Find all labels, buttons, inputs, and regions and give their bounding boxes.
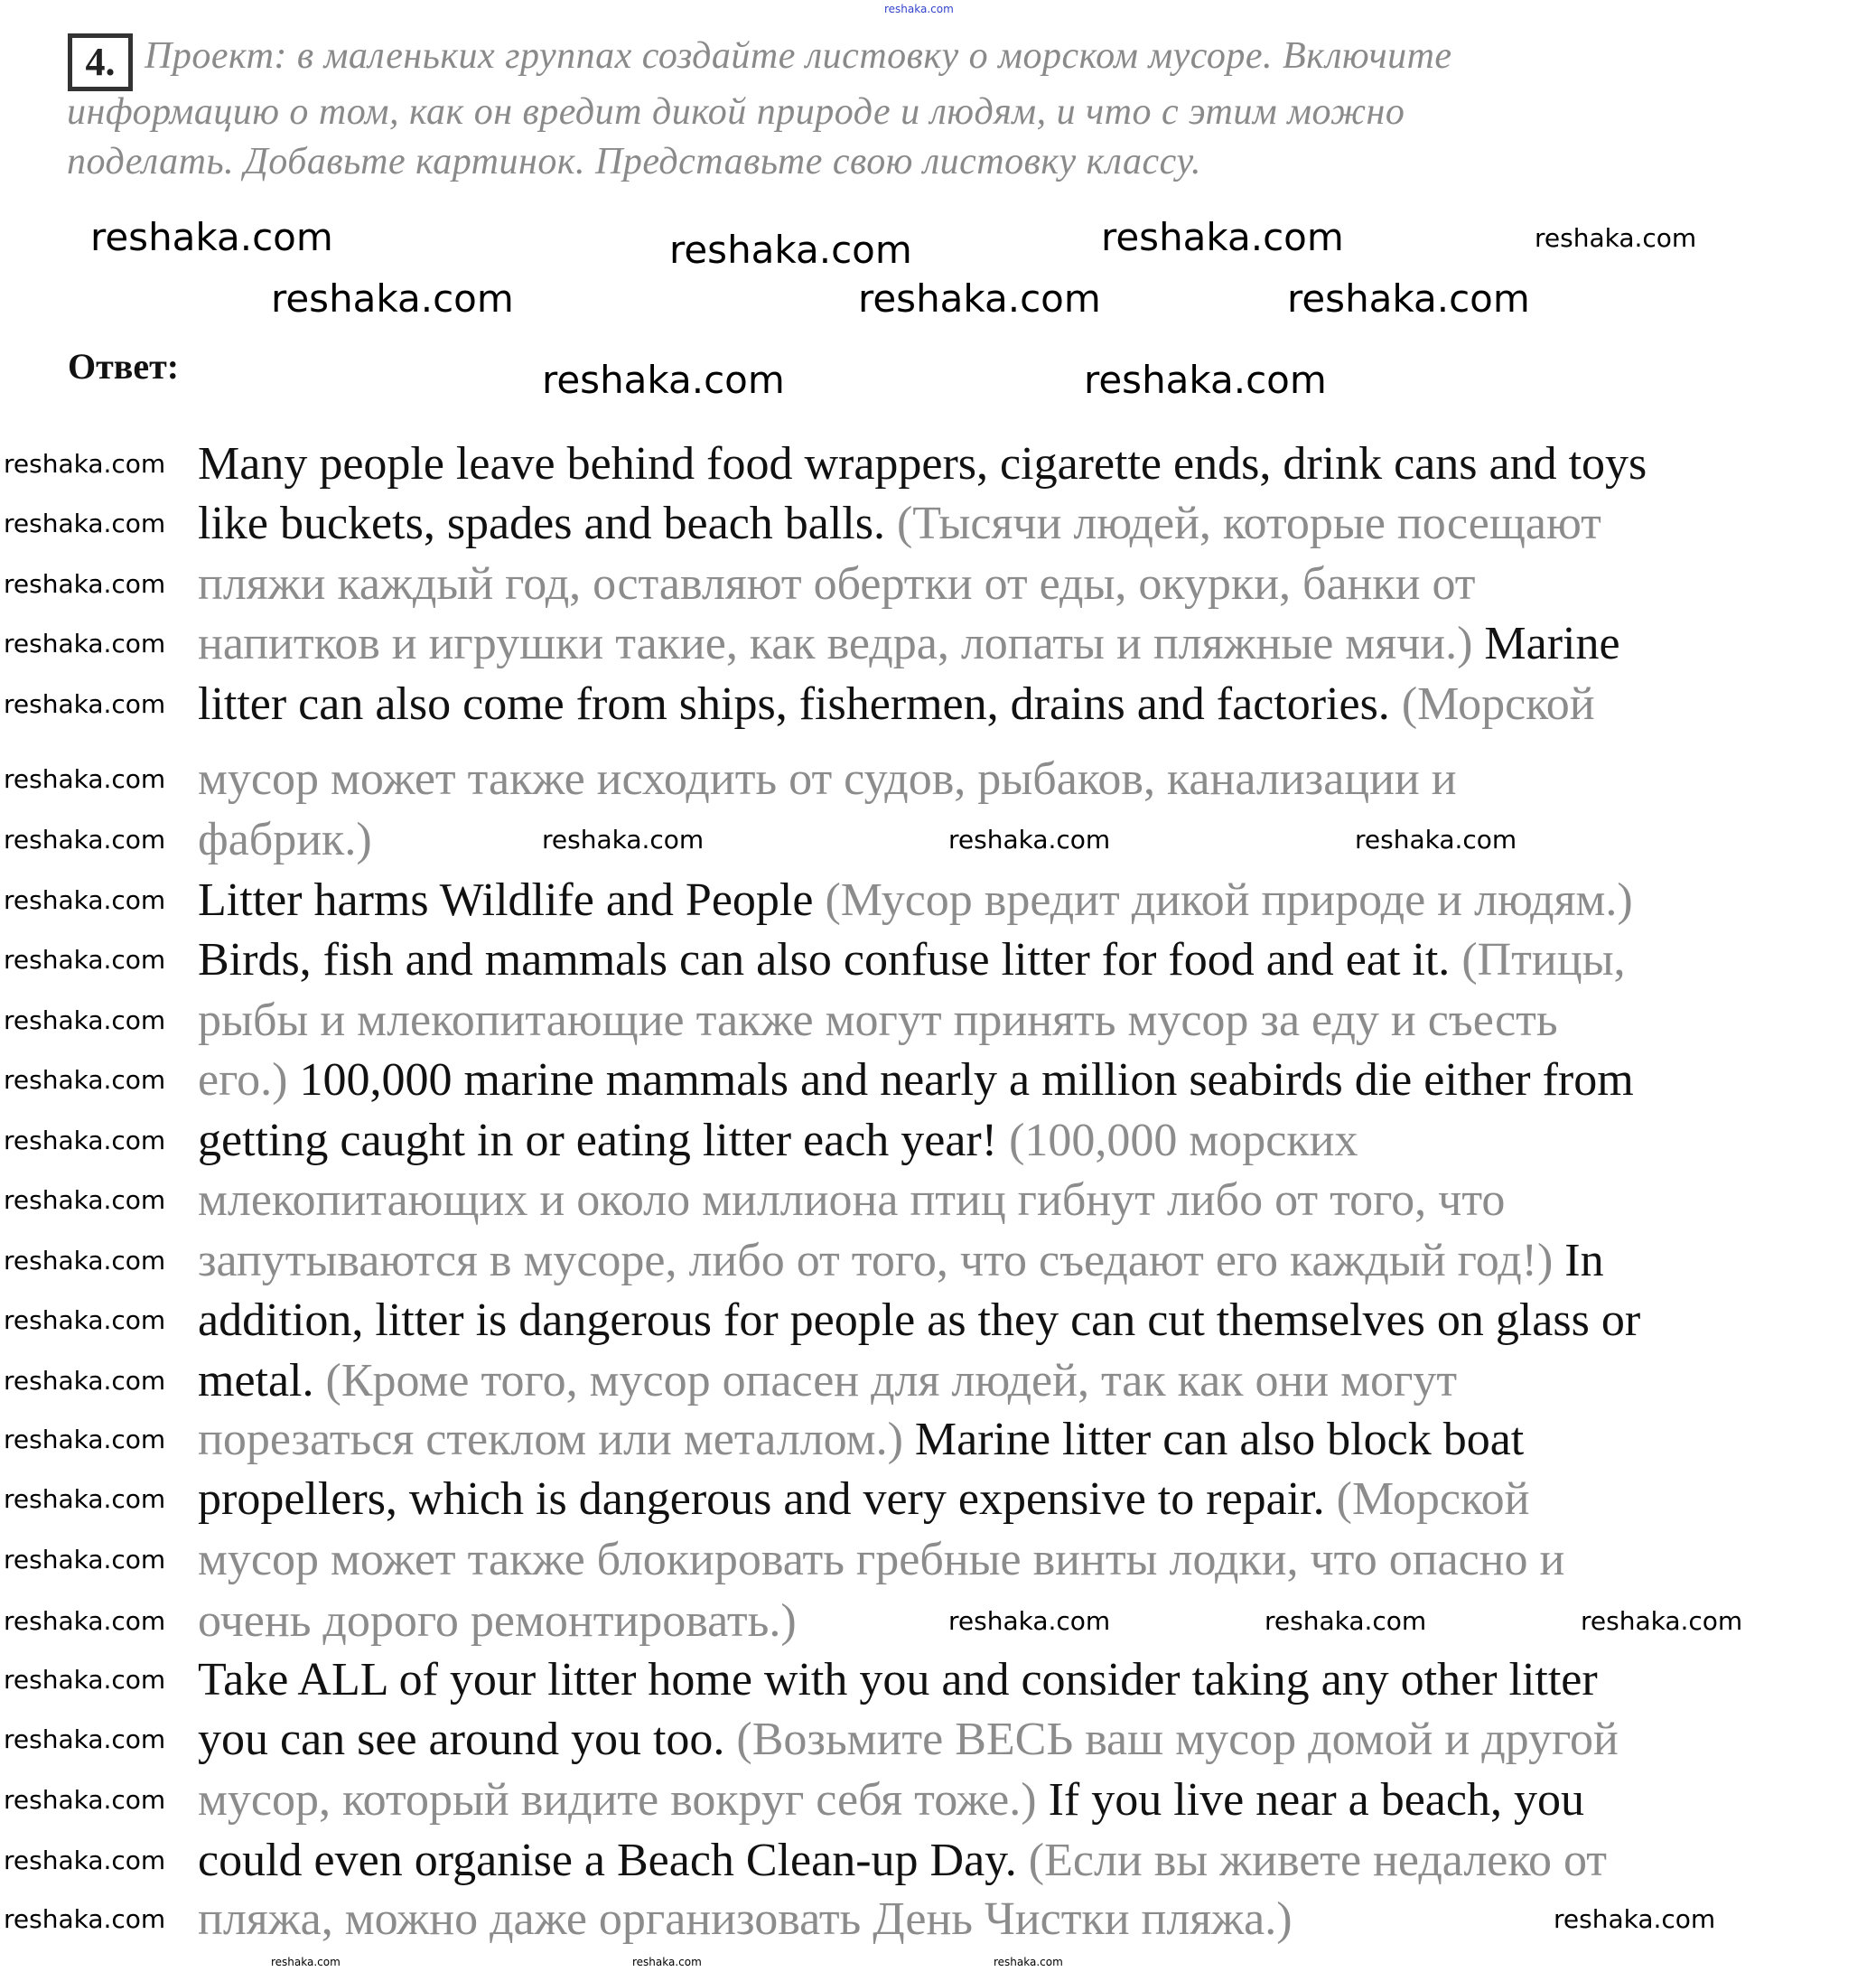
russian-translation: млекопитающих и около миллиона птиц гибнут либо от того, что bbox=[198, 1174, 1506, 1227]
watermark: reshaka.com bbox=[884, 3, 954, 15]
watermark: reshaka.com bbox=[4, 1365, 166, 1396]
task-text-line-3: поделать. Добавьте картинок. Представьте свою листовку классу. bbox=[67, 141, 1201, 182]
watermark: reshaka.com bbox=[1535, 223, 1697, 253]
answer-line bbox=[198, 617, 1620, 671]
watermark: reshaka.com bbox=[4, 1544, 166, 1575]
watermark: reshaka.com bbox=[4, 1125, 166, 1155]
russian-translation: пляжа, можно даже организовать День Чистки пляжа.) bbox=[198, 1893, 1293, 1946]
answer-line bbox=[198, 994, 1558, 1048]
watermark: reshaka.com bbox=[542, 825, 705, 855]
answer-line bbox=[198, 933, 1626, 987]
watermark: reshaka.com bbox=[4, 1605, 166, 1636]
russian-translation: запутываются в мусоре, либо от того, что съедают его каждый год!) bbox=[198, 1234, 1554, 1286]
watermark: reshaka.com bbox=[4, 763, 166, 794]
answer-line bbox=[198, 1053, 1634, 1107]
english-text: Marine bbox=[1472, 618, 1620, 670]
english-text: metal. bbox=[198, 1354, 314, 1406]
english-text: getting caught in or eating litter each year! bbox=[198, 1114, 998, 1166]
answer-line bbox=[198, 437, 1647, 491]
watermark: reshaka.com bbox=[4, 1724, 166, 1755]
task-number: 4. bbox=[68, 33, 133, 91]
answer-line bbox=[198, 1354, 1457, 1408]
russian-translation: рыбы и млекопитающие также могут принять мусор за еду и съесть bbox=[198, 994, 1558, 1046]
watermark: reshaka.com bbox=[4, 884, 166, 915]
english-text: Marine litter can also block boat bbox=[902, 1413, 1525, 1465]
task-text-line-2: информацию о том, как он вредит дикой природе и людям, и что с этим можно bbox=[67, 91, 1405, 133]
answer-line bbox=[198, 813, 372, 867]
watermark: reshaka.com bbox=[1581, 1605, 1743, 1636]
answer-line bbox=[198, 1773, 1584, 1827]
answer-line bbox=[198, 1892, 1293, 1947]
watermark: reshaka.com bbox=[4, 629, 166, 659]
answer-line bbox=[198, 1594, 797, 1649]
russian-translation: очень дорого ремонтировать.) bbox=[198, 1594, 797, 1647]
answer-line bbox=[198, 1294, 1640, 1348]
answer-line bbox=[198, 1234, 1604, 1288]
english-text: If you live near a beach, you bbox=[1036, 1773, 1584, 1826]
russian-translation: (100,000 морских bbox=[997, 1114, 1358, 1166]
english-text: Litter harms Wildlife and People bbox=[198, 874, 814, 926]
answer-line bbox=[198, 1533, 1564, 1587]
watermark: reshaka.com bbox=[90, 215, 333, 259]
watermark: reshaka.com bbox=[4, 1245, 166, 1276]
watermark: reshaka.com bbox=[4, 945, 166, 976]
watermark: reshaka.com bbox=[4, 1664, 166, 1695]
watermark: reshaka.com bbox=[4, 688, 166, 719]
watermark: reshaka.com bbox=[4, 1846, 166, 1876]
russian-translation: порезаться стеклом или металлом.) bbox=[198, 1413, 903, 1465]
english-text: Birds, fish and mammals can also confuse litter for food and eat it. bbox=[198, 934, 1451, 986]
answer-line bbox=[198, 752, 1457, 807]
russian-translation: мусор может также исходить от судов, рыбаков, канализации и bbox=[198, 752, 1457, 805]
answer-line bbox=[198, 677, 1595, 732]
english-text: propellers, which is dangerous and very expensive to repair. bbox=[198, 1473, 1325, 1526]
watermark: reshaka.com bbox=[4, 1424, 166, 1454]
english-text: like buckets, spades and beach balls. bbox=[198, 498, 885, 550]
watermark: reshaka.com bbox=[1084, 358, 1327, 402]
russian-translation: (Птицы, bbox=[1450, 934, 1626, 986]
watermark: reshaka.com bbox=[4, 509, 166, 539]
russian-translation: (Тысячи людей, которые посещают bbox=[884, 498, 1601, 550]
watermark: reshaka.com bbox=[669, 228, 912, 272]
watermark: reshaka.com bbox=[4, 1784, 166, 1815]
watermark: reshaka.com bbox=[1265, 1605, 1427, 1636]
watermark: reshaka.com bbox=[948, 1605, 1111, 1636]
english-text: litter can also come from ships, fishermen, drains and factories. bbox=[198, 677, 1390, 730]
russian-translation: мусор, который видите вокруг себя тоже.) bbox=[198, 1773, 1037, 1826]
russian-translation: (Мусор вредит дикой природе и людям.) bbox=[813, 874, 1633, 926]
english-text: you can see around you too. bbox=[198, 1714, 725, 1766]
watermark: reshaka.com bbox=[271, 1956, 341, 1968]
answer-line bbox=[198, 874, 1633, 928]
english-text: could even organise a Beach Clean-up Day. bbox=[198, 1835, 1017, 1887]
watermark: reshaka.com bbox=[4, 1005, 166, 1035]
english-text: Many people leave behind food wrappers, cigarette ends, drink cans and toys bbox=[198, 437, 1647, 490]
task-text-line-1: Проект: в маленьких группах создайте листовку о морском мусоре. Включите bbox=[145, 35, 1452, 77]
answer-line bbox=[198, 557, 1476, 612]
watermark: reshaka.com bbox=[542, 358, 785, 402]
watermark: reshaka.com bbox=[858, 276, 1101, 321]
watermark: reshaka.com bbox=[1355, 825, 1517, 855]
russian-translation: (Морской bbox=[1389, 677, 1595, 730]
answer-line bbox=[198, 1472, 1529, 1527]
watermark: reshaka.com bbox=[4, 1484, 166, 1515]
watermark: reshaka.com bbox=[4, 825, 166, 855]
russian-translation: мусор может также блокировать гребные винты лодки, что опасно и bbox=[198, 1533, 1565, 1585]
russian-translation: (Возьмите ВЕСЬ ваш мусор домой и другой bbox=[724, 1714, 1619, 1766]
watermark: reshaka.com bbox=[1101, 215, 1344, 259]
russian-translation: (Если вы живете недалеко от bbox=[1016, 1835, 1608, 1887]
answer-line bbox=[198, 1413, 1524, 1467]
answer-line bbox=[198, 1653, 1598, 1707]
russian-translation: напитков и игрушки такие, как ведра, лопаты и пляжные мячи.) bbox=[198, 618, 1473, 670]
english-text: addition, litter is dangerous for people as they can cut themselves on glass or bbox=[198, 1294, 1641, 1347]
watermark: reshaka.com bbox=[4, 1904, 166, 1935]
watermark: reshaka.com bbox=[1554, 1904, 1716, 1935]
answer-line bbox=[198, 1114, 1358, 1168]
watermark: reshaka.com bbox=[4, 448, 166, 479]
watermark: reshaka.com bbox=[4, 568, 166, 599]
answer-line bbox=[198, 497, 1601, 551]
watermark: reshaka.com bbox=[948, 825, 1111, 855]
russian-translation: (Морской bbox=[1324, 1473, 1530, 1526]
answer-line bbox=[198, 1713, 1619, 1767]
watermark: reshaka.com bbox=[271, 276, 514, 321]
english-text: Take ALL of your litter home with you and consider taking any other litter bbox=[198, 1653, 1598, 1705]
russian-translation: фабрик.) bbox=[198, 814, 372, 866]
watermark: reshaka.com bbox=[4, 1185, 166, 1216]
watermark: reshaka.com bbox=[632, 1956, 702, 1968]
russian-translation: пляжи каждый год, оставляют обертки от еды, окурки, банки от bbox=[198, 557, 1476, 610]
russian-translation: (Кроме того, мусор опасен для людей, так как они могут bbox=[313, 1354, 1458, 1406]
watermark: reshaka.com bbox=[4, 1065, 166, 1096]
russian-translation: его.) bbox=[198, 1054, 288, 1107]
english-text: In bbox=[1553, 1234, 1604, 1286]
watermark: reshaka.com bbox=[4, 1305, 166, 1336]
answer-label: Ответ: bbox=[68, 346, 180, 387]
english-text: 100,000 marine mammals and nearly a million seabirds die either from bbox=[287, 1054, 1634, 1107]
answer-line bbox=[198, 1834, 1607, 1888]
watermark: reshaka.com bbox=[994, 1956, 1063, 1968]
watermark: reshaka.com bbox=[1287, 276, 1530, 321]
answer-line bbox=[198, 1173, 1505, 1228]
